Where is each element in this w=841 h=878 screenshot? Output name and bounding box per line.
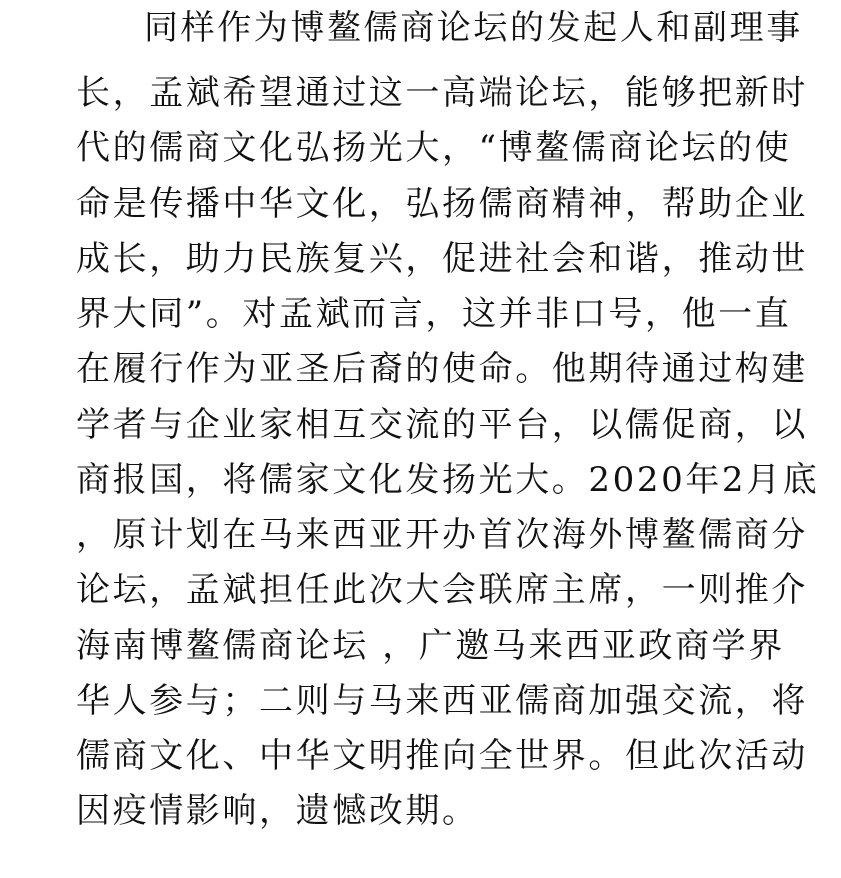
paragraph-line-3: 代的儒商文化弘扬光大，“博鳌儒商论坛的使 [76,128,792,168]
paragraph-line-8: 学者与企业家相互交流的平台，以儒促商，以 [76,405,808,445]
paragraph-line-13: 华人参与；二则与马来西亚儒商加强交流，将 [76,681,808,721]
paragraph-line-6: 界大同”。对孟斌而言，这并非口号，他一直 [76,294,792,334]
paragraph-line-5: 成长，助力民族复兴，促进社会和谐，推动世 [76,239,808,279]
paragraph-line-2: 长，孟斌希望通过这一高端论坛，能够把新时 [76,73,808,113]
paragraph-line-10: ，原计划在马来西亚开办首次海外博鳌儒商分 [76,515,808,555]
paragraph-line-9: 商报国，将儒家文化发扬光大。2020年2月底 [76,460,820,500]
paragraph-line-11: 论坛，孟斌担任此次大会联席主席，一则推介 [76,570,808,610]
paragraph-line-7: 在履行作为亚圣后裔的使命。他期待通过构建 [76,349,808,389]
paragraph-line-12: 海南博鳌儒商论坛 ，广邀马来西亚政商学界 [76,626,785,666]
paragraph-line-14: 儒商文化、中华文明推向全世界。但此次活动 [76,736,808,776]
paragraph-line-15: 因疫情影响，遗憾改期。 [76,791,479,831]
paragraph-line-1: 同样作为博鳌儒商论坛的发起人和副理事 [144,8,803,48]
paragraph-line-4: 命是传播中华文化，弘扬儒商精神，帮助企业 [76,184,808,224]
